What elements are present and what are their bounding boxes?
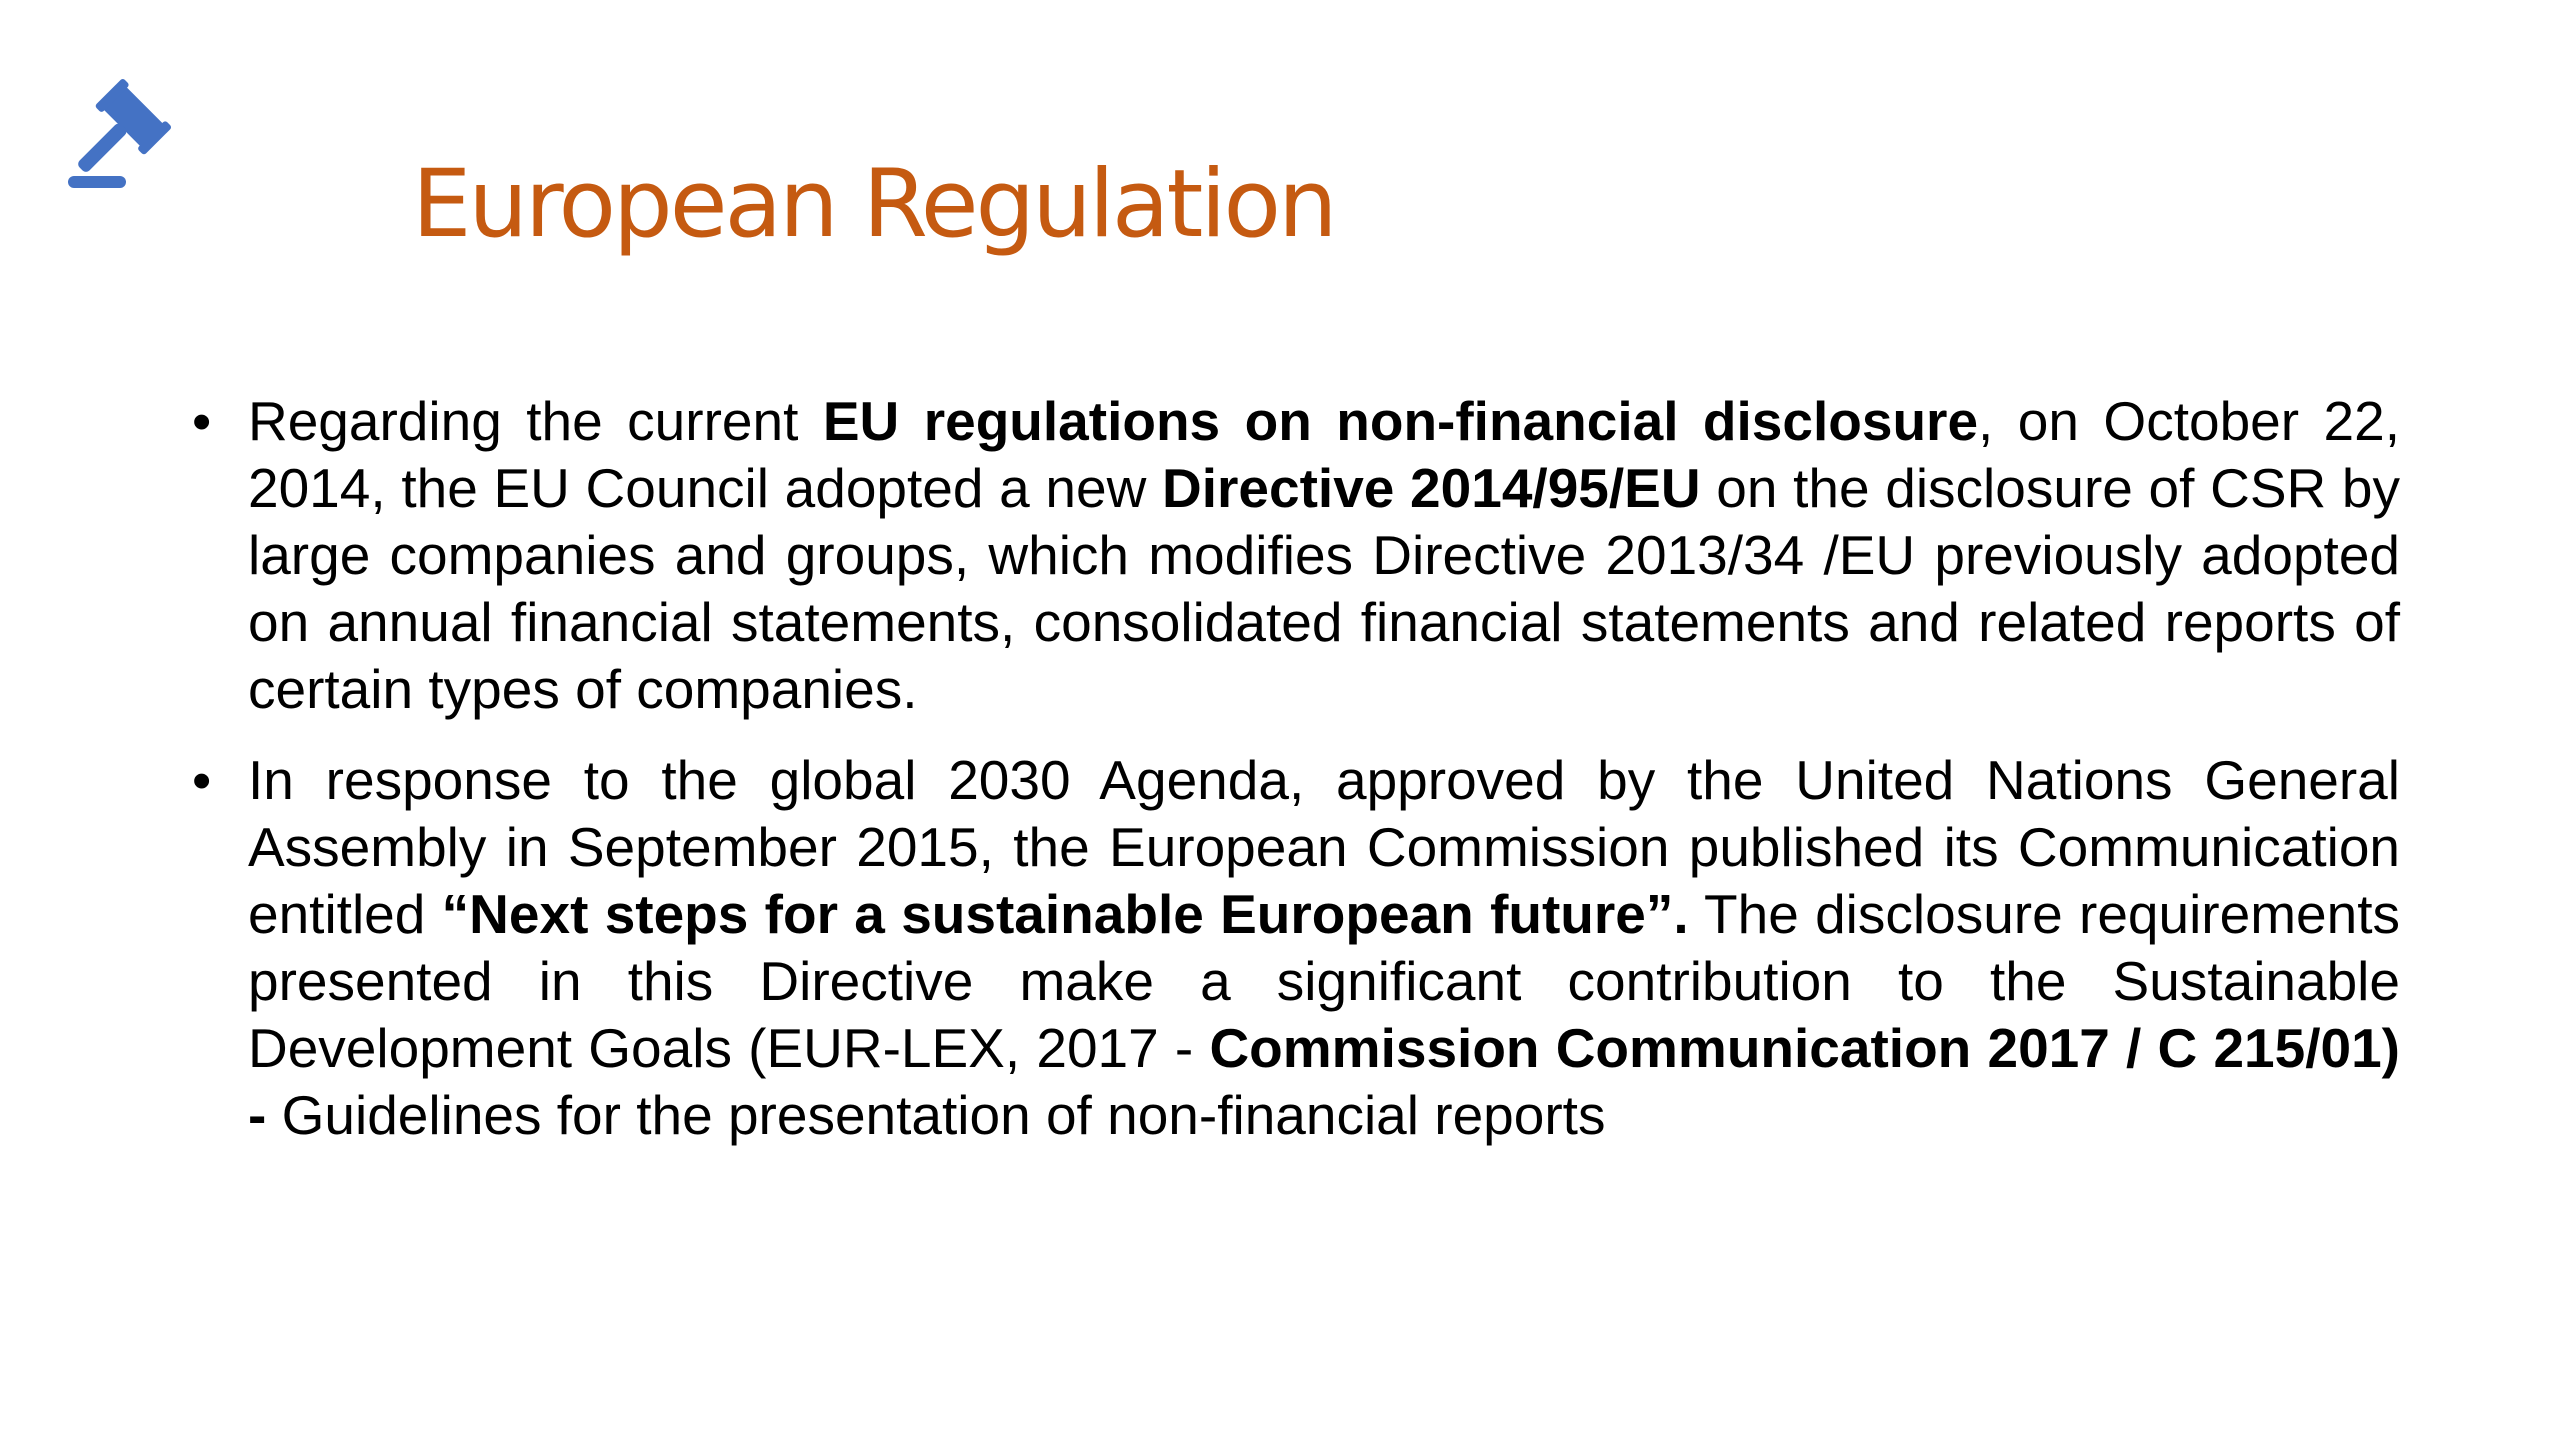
bullet-marker: •	[192, 749, 212, 811]
text-run: Regarding the current	[248, 390, 823, 452]
page-title: European Regulation	[412, 150, 1335, 259]
text-run: The disclosure requirements presented in this Directive make a significant contribution to the Sustainable Development Goals (EUR-LEX, 2017 -	[248, 883, 2400, 1079]
text-run: In response to the global 2030 Agenda, approved by the United Nations General Assembly in September 2015, the European Commission published its Communication entitled	[248, 749, 2400, 945]
bullet-item	[190, 747, 2400, 1149]
bold-text-run: EU regulations on non-financial disclosure	[822, 390, 1979, 452]
text-run: on the disclosure of CSR by large companies and groups, which modifies Directive 2013/34 /EU previously adopted on annual financial statements, consolidated financial statements and related reports of certain types of companies.	[248, 457, 2400, 720]
text-run: Guidelines for the presentation of non-financial reports	[266, 1084, 1606, 1146]
bold-text-run: Directive 2014/95/EU	[1162, 457, 1701, 519]
text-run: , on October 22, 2014, the EU Council adopted a new	[248, 390, 2400, 519]
bullet-marker: •	[192, 390, 212, 452]
bullet-item	[190, 388, 2400, 723]
bullet-list	[190, 388, 2400, 1173]
bold-text-run: “Next steps for a sustainable European future”.	[441, 883, 1689, 945]
gavel-icon	[62, 68, 192, 198]
bullet-text	[248, 390, 2400, 720]
bullet-text	[248, 749, 2400, 1146]
bold-text-run: Commission Communication 2017 / C 215/01) -	[248, 1017, 2400, 1146]
